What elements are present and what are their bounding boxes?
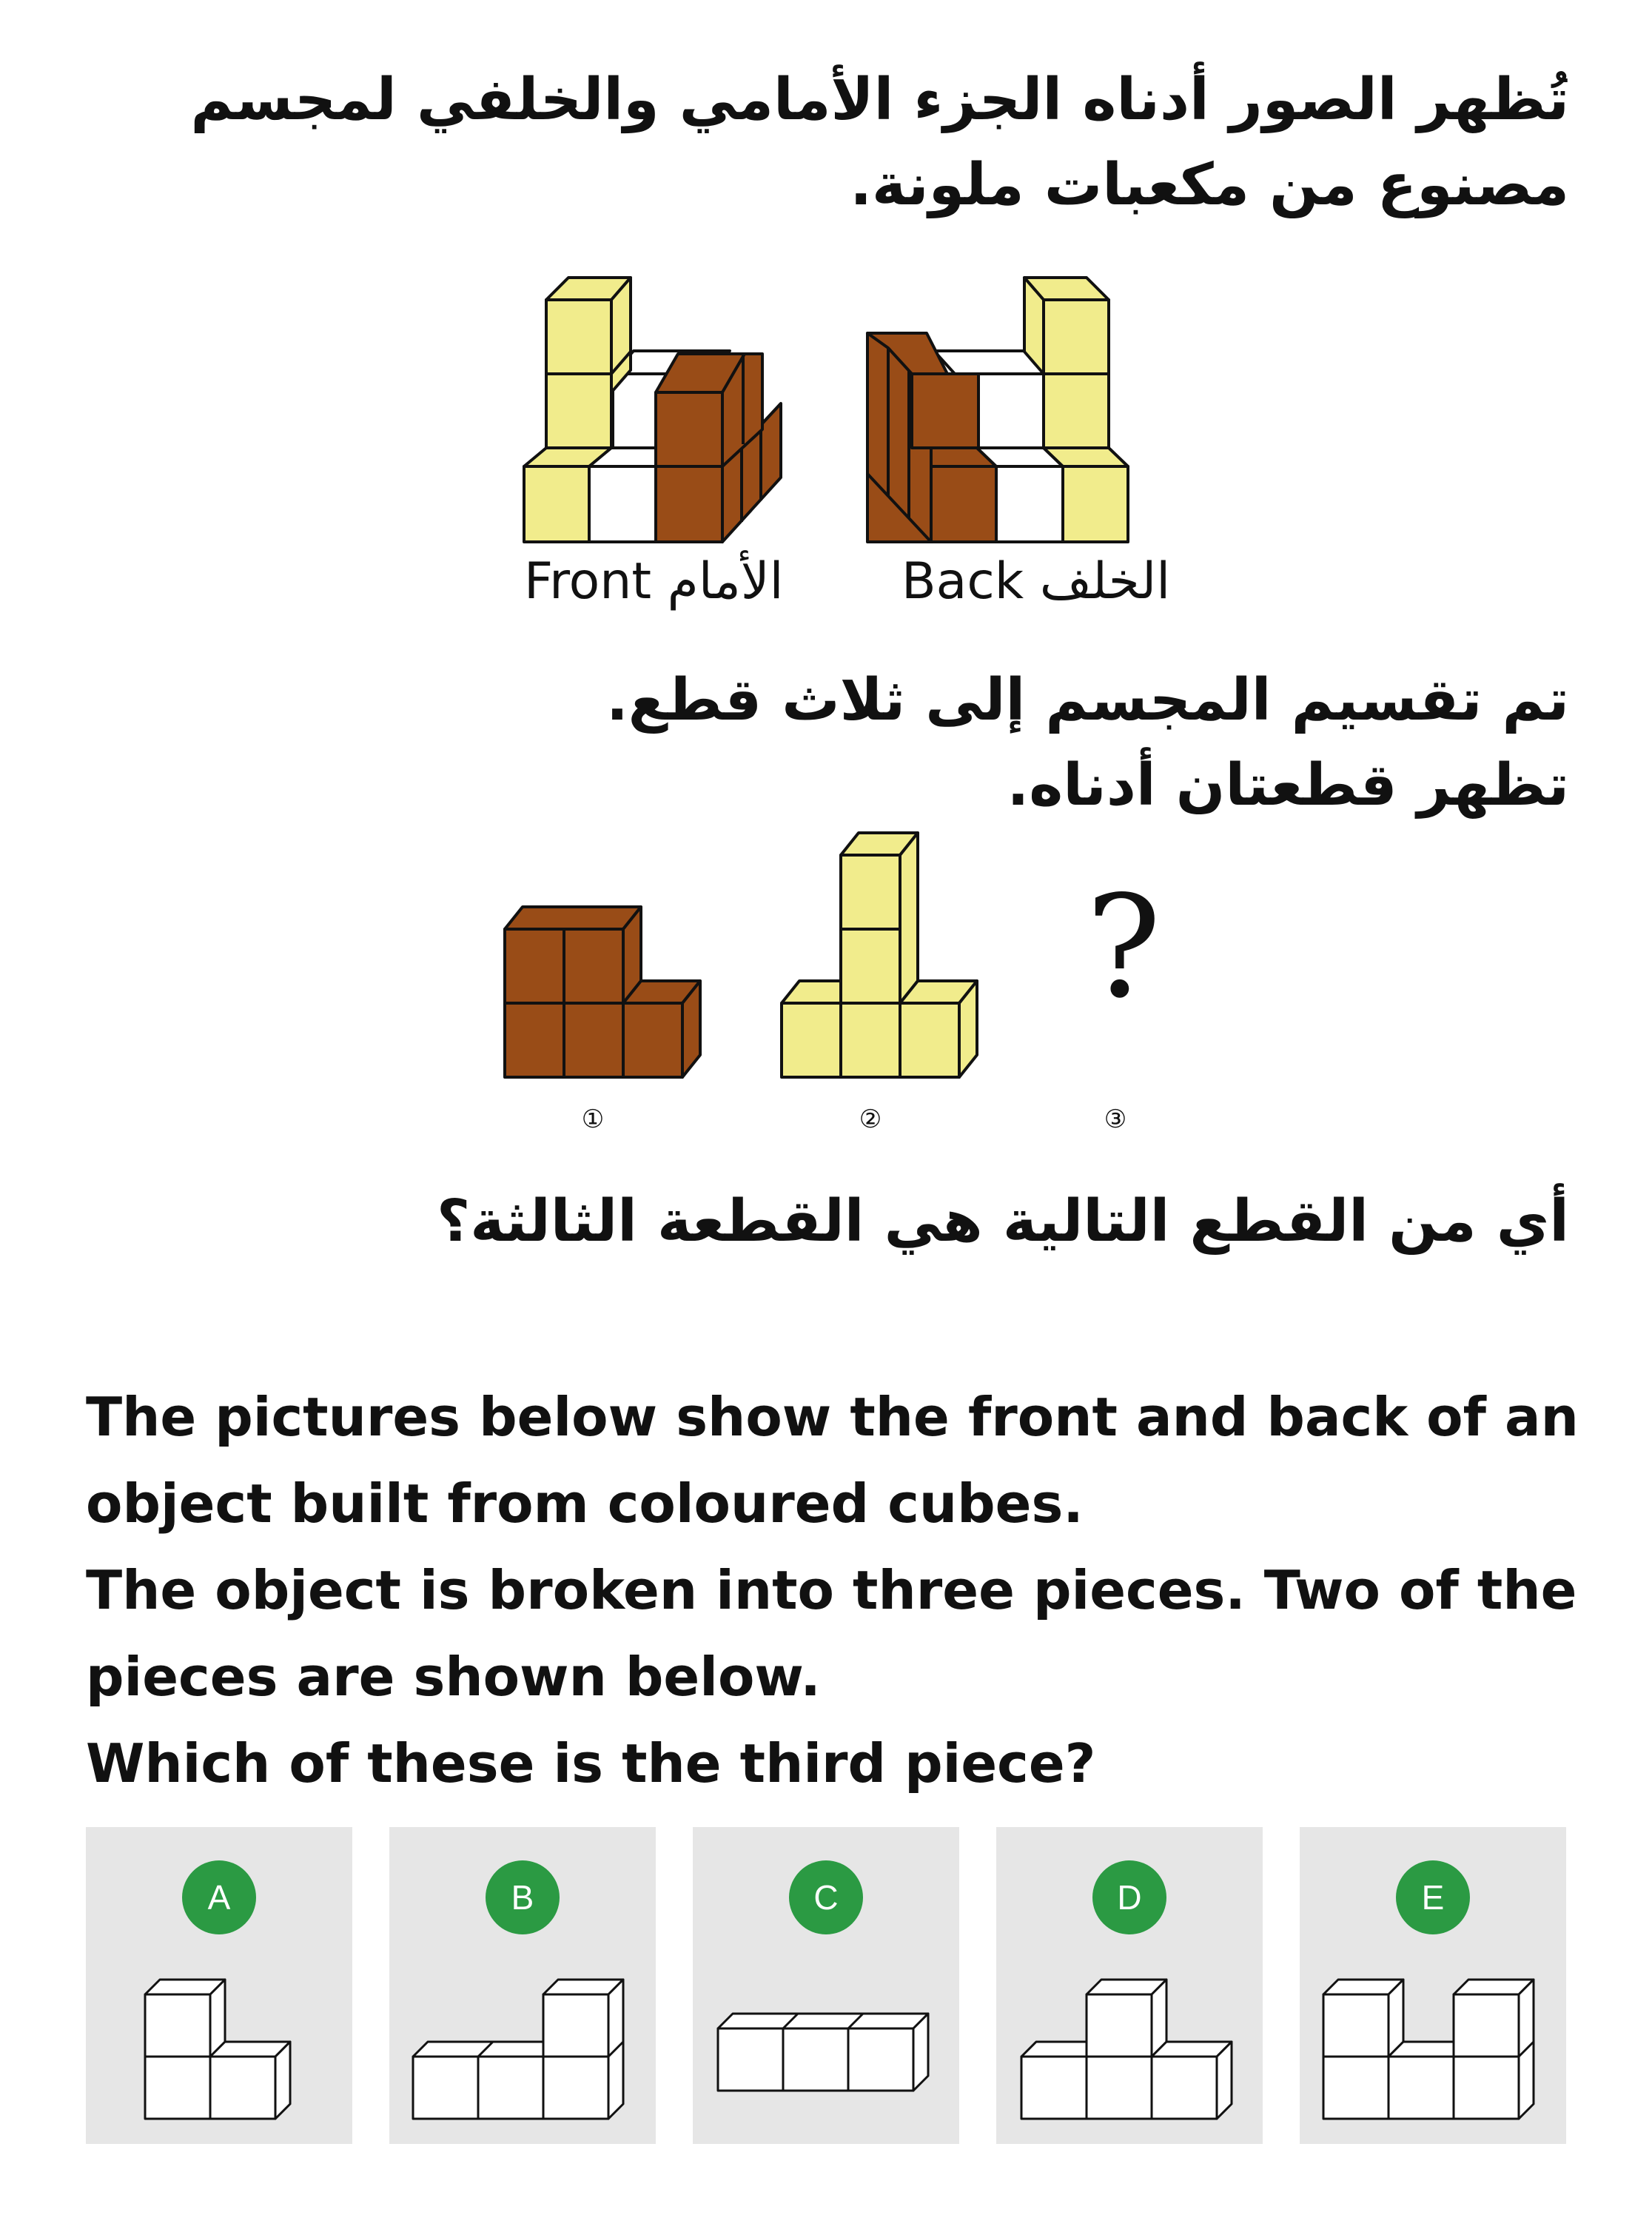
option-d[interactable] — [996, 1827, 1263, 2144]
option-e-badge: E — [1396, 1860, 1470, 1934]
back-label: Back الخلف — [901, 552, 1171, 611]
pieces-figure — [0, 822, 1652, 1140]
arabic-split-line2: تظهر قطعتان أدناه. — [1007, 752, 1569, 819]
front-view — [524, 278, 781, 542]
option-b-shape — [389, 1827, 656, 2144]
option-b[interactable] — [389, 1827, 656, 2144]
front-label: Front الأمام — [524, 552, 784, 611]
piece-3-number: ③ — [1104, 1105, 1127, 1134]
option-a-shape — [86, 1827, 352, 2144]
option-b-badge: B — [486, 1860, 560, 1934]
arabic-intro-line2: مصنوع من مكعبات ملونة. — [850, 152, 1569, 218]
english-line5: Which of these is the third piece? — [86, 1732, 1096, 1795]
piece-2 — [782, 833, 977, 1077]
arabic-question: أي من القطع التالية هي القطعة الثالثة؟ — [437, 1188, 1569, 1255]
english-line1: The pictures below show the front and back of an — [86, 1386, 1579, 1448]
option-d-badge: D — [1092, 1860, 1166, 1934]
piece-1-number: ① — [581, 1105, 605, 1134]
option-e[interactable] — [1300, 1827, 1566, 2144]
back-view — [867, 278, 1128, 542]
unknown-piece-mark: ? — [1086, 865, 1161, 1029]
arabic-split-line1: تم تقسيم المجسم إلى ثلاث قطع. — [606, 667, 1569, 734]
option-d-shape — [996, 1827, 1263, 2144]
option-a-badge: A — [182, 1860, 256, 1934]
option-c-shape — [693, 1827, 959, 2144]
english-line2: object built from coloured cubes. — [86, 1472, 1084, 1535]
option-c[interactable] — [693, 1827, 959, 2144]
english-line4: pieces are shown below. — [86, 1646, 821, 1708]
option-e-shape — [1300, 1827, 1566, 2144]
piece-2-number: ② — [859, 1105, 882, 1134]
option-a[interactable] — [86, 1827, 352, 2144]
arabic-intro-line1: تُظهر الصور أدناه الجزء الأمامي والخلفي لمجسم — [190, 67, 1569, 133]
english-line3: The object is broken into three pieces. Two of the — [86, 1559, 1577, 1621]
option-c-badge: C — [789, 1860, 863, 1934]
piece-1 — [505, 907, 700, 1077]
